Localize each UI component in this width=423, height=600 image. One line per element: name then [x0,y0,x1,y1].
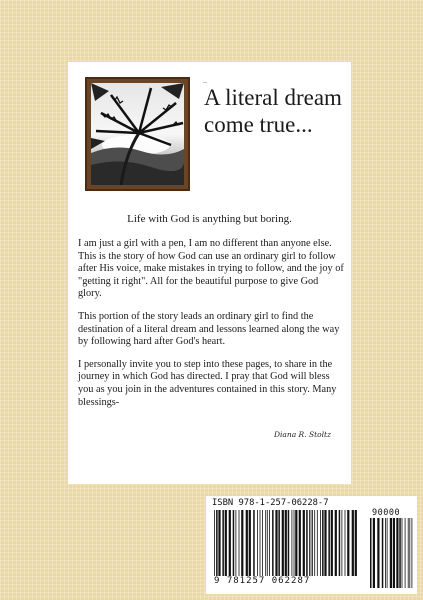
blurb-paragraph: This portion of the story leads an ordinary girl to find the destination of a literal dream and lessons learned along the way by following hard after God's heart. [78,310,340,348]
author-signature: Diana R. Stoltz [273,430,331,439]
price-addon: 90000 [372,508,401,518]
text-panel [68,62,351,484]
palm-photo-image [91,83,184,185]
blurb-body [78,238,344,419]
isbn-barcode [206,496,417,594]
blurb-paragraph: I personally invite you to step into these pages, to share in the journey in which God has directed. I pray that God will bless you as you join in the adventures contained in this story. Many blessings- [78,358,337,408]
blurb-paragraph: I am just a girl with a pen, I am no different than anyone else. This is the story of how God can use an ordinary girl to follow after His voice, make mistakes in trying to follow, and the joy of "getting it right". All for the beautiful purpose to give God glory. [78,238,344,300]
cover-photo [85,77,190,191]
lead-line: Life with God is anything but boring. [127,213,292,225]
top-marks: .. [203,76,207,85]
isbn-label: ISBN 978-1-257-06228-7 [212,498,329,508]
barcode-digits: 9 781257 062287 [214,576,311,586]
headline: A literal dream come true... [204,85,342,137]
